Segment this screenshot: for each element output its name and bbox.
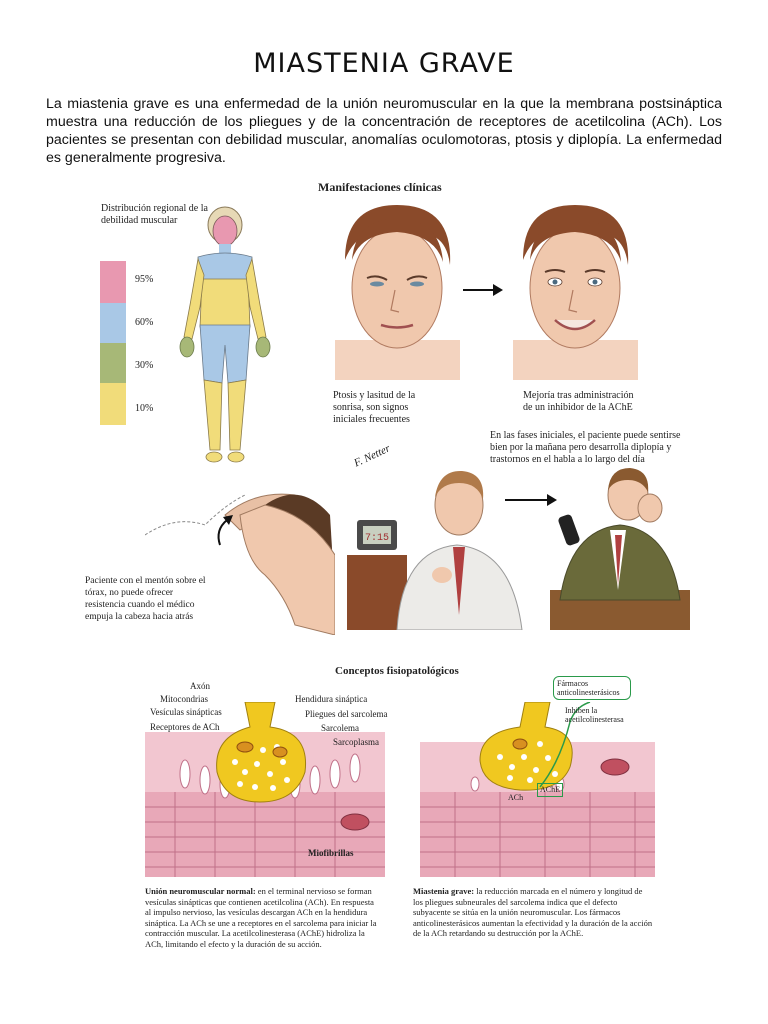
face-after-caption: Mejoría tras administración de un inhibidor de la AChE xyxy=(523,390,634,413)
myasthenia-title: Miastenia grave: xyxy=(413,886,475,896)
label-drugs: Fármacos anticolinesterásicos xyxy=(553,676,631,700)
evening-patient-illustration xyxy=(550,460,690,630)
label-cleft: Hendidura sináptica xyxy=(295,694,368,704)
distribution-label: Distribución regional de la debilidad muscular xyxy=(101,203,208,226)
morning-patient-illustration xyxy=(347,455,542,630)
label-vesicles: Vesículas sinápticas xyxy=(150,707,222,717)
label-mitochondria: Mitocondrias xyxy=(160,694,208,704)
artist-signature: F. Netter xyxy=(352,442,393,470)
label-inhibit: Inhiben la acetilcolinesterasa xyxy=(565,706,624,724)
intro-paragraph: La miastenia grave es una enfermedad de la unión neuromuscular en la que la membrana postsináptica muestra una reducción de los pliegues y de la concentración de receptores de acetilcolina (ACh). Los pacientes se presentan con debilidad muscular, anomalías oculomotoras, ptosis y diplopía. La enfermedad es generalmente progresiva. xyxy=(46,96,722,166)
improvement-arrow-icon xyxy=(463,283,503,297)
myasthenia-caption xyxy=(413,886,653,939)
page-title: MIASTENIA GRAVE xyxy=(253,48,515,79)
label-sarcolemma: Sarcolema xyxy=(321,723,359,733)
face-before-caption: Ptosis y lasitud de la sonrisa, son signos iniciales frecuentes xyxy=(333,390,416,425)
neck-exam-caption: Paciente con el mentón sobre el tórax, no puede ofrecer resistencia cuando el médico empuja la cabeza hacia atrás xyxy=(85,576,206,622)
legend-label-95: 95% xyxy=(135,274,154,285)
face-improved-illustration xyxy=(513,200,638,380)
label-receptors: Receptores de ACh xyxy=(150,722,220,732)
legend-swatch-30 xyxy=(100,343,126,383)
clock-time-display: 7:15 xyxy=(364,533,390,544)
body-weakness-figure xyxy=(170,205,280,470)
legend-swatch-95 xyxy=(100,261,126,303)
legend-swatch-10 xyxy=(100,383,126,425)
physio-heading: Conceptos fisiopatológicos xyxy=(335,665,459,677)
legend-label-60: 60% xyxy=(135,317,154,328)
normal-junction-text: en el terminal nervioso se forman vesículas sinápticas que contienen acetilcolina (ACh). En respuesta al impulso nervioso, las vesículas descargan ACh en la hendidura sináptica. La ACh se une a receptores en el sarcolema para iniciar la contracción muscular. La acetilcolinesterasa (AChE) hidroliza la ACh, limitando el efecto y la duración de su acción. xyxy=(145,886,377,949)
face-ptosis-illustration xyxy=(335,200,460,380)
label-axon: Axón xyxy=(190,681,210,691)
day-progression-caption: En las fases iniciales, el paciente puede sentirse bien por la mañana pero desarrolla diplopía y trastornos en el habla a lo largo del día xyxy=(490,430,681,465)
clinical-manifestations-panel xyxy=(85,175,695,645)
normal-junction-caption xyxy=(145,886,380,949)
label-ach: ACh xyxy=(508,793,524,802)
label-myofibrils: Miofibrillas xyxy=(308,848,354,858)
label-ache: AChE xyxy=(537,783,563,797)
legend-swatch-60 xyxy=(100,303,126,343)
legend-label-10: 10% xyxy=(135,403,154,414)
clinical-heading: Manifestaciones clínicas xyxy=(318,180,442,194)
pathophysiology-panel xyxy=(145,662,655,962)
myasthenia-text: la reducción marcada en el número y longitud de los pliegues subneurales del sarcolema indica que el defecto subyacente se sitúa en la unión neuromuscular. Los fármacos anticolinesterásicos aumentan la efectividad y la duración de la acción de la ACh retardando su destrucción por la AChE. xyxy=(413,886,653,938)
label-folds: Pliegues del sarcolema xyxy=(305,709,388,719)
normal-junction-title: Unión neuromuscular normal: xyxy=(145,886,256,896)
legend-label-30: 30% xyxy=(135,360,154,371)
label-sarcoplasm: Sarcoplasma xyxy=(333,737,379,747)
